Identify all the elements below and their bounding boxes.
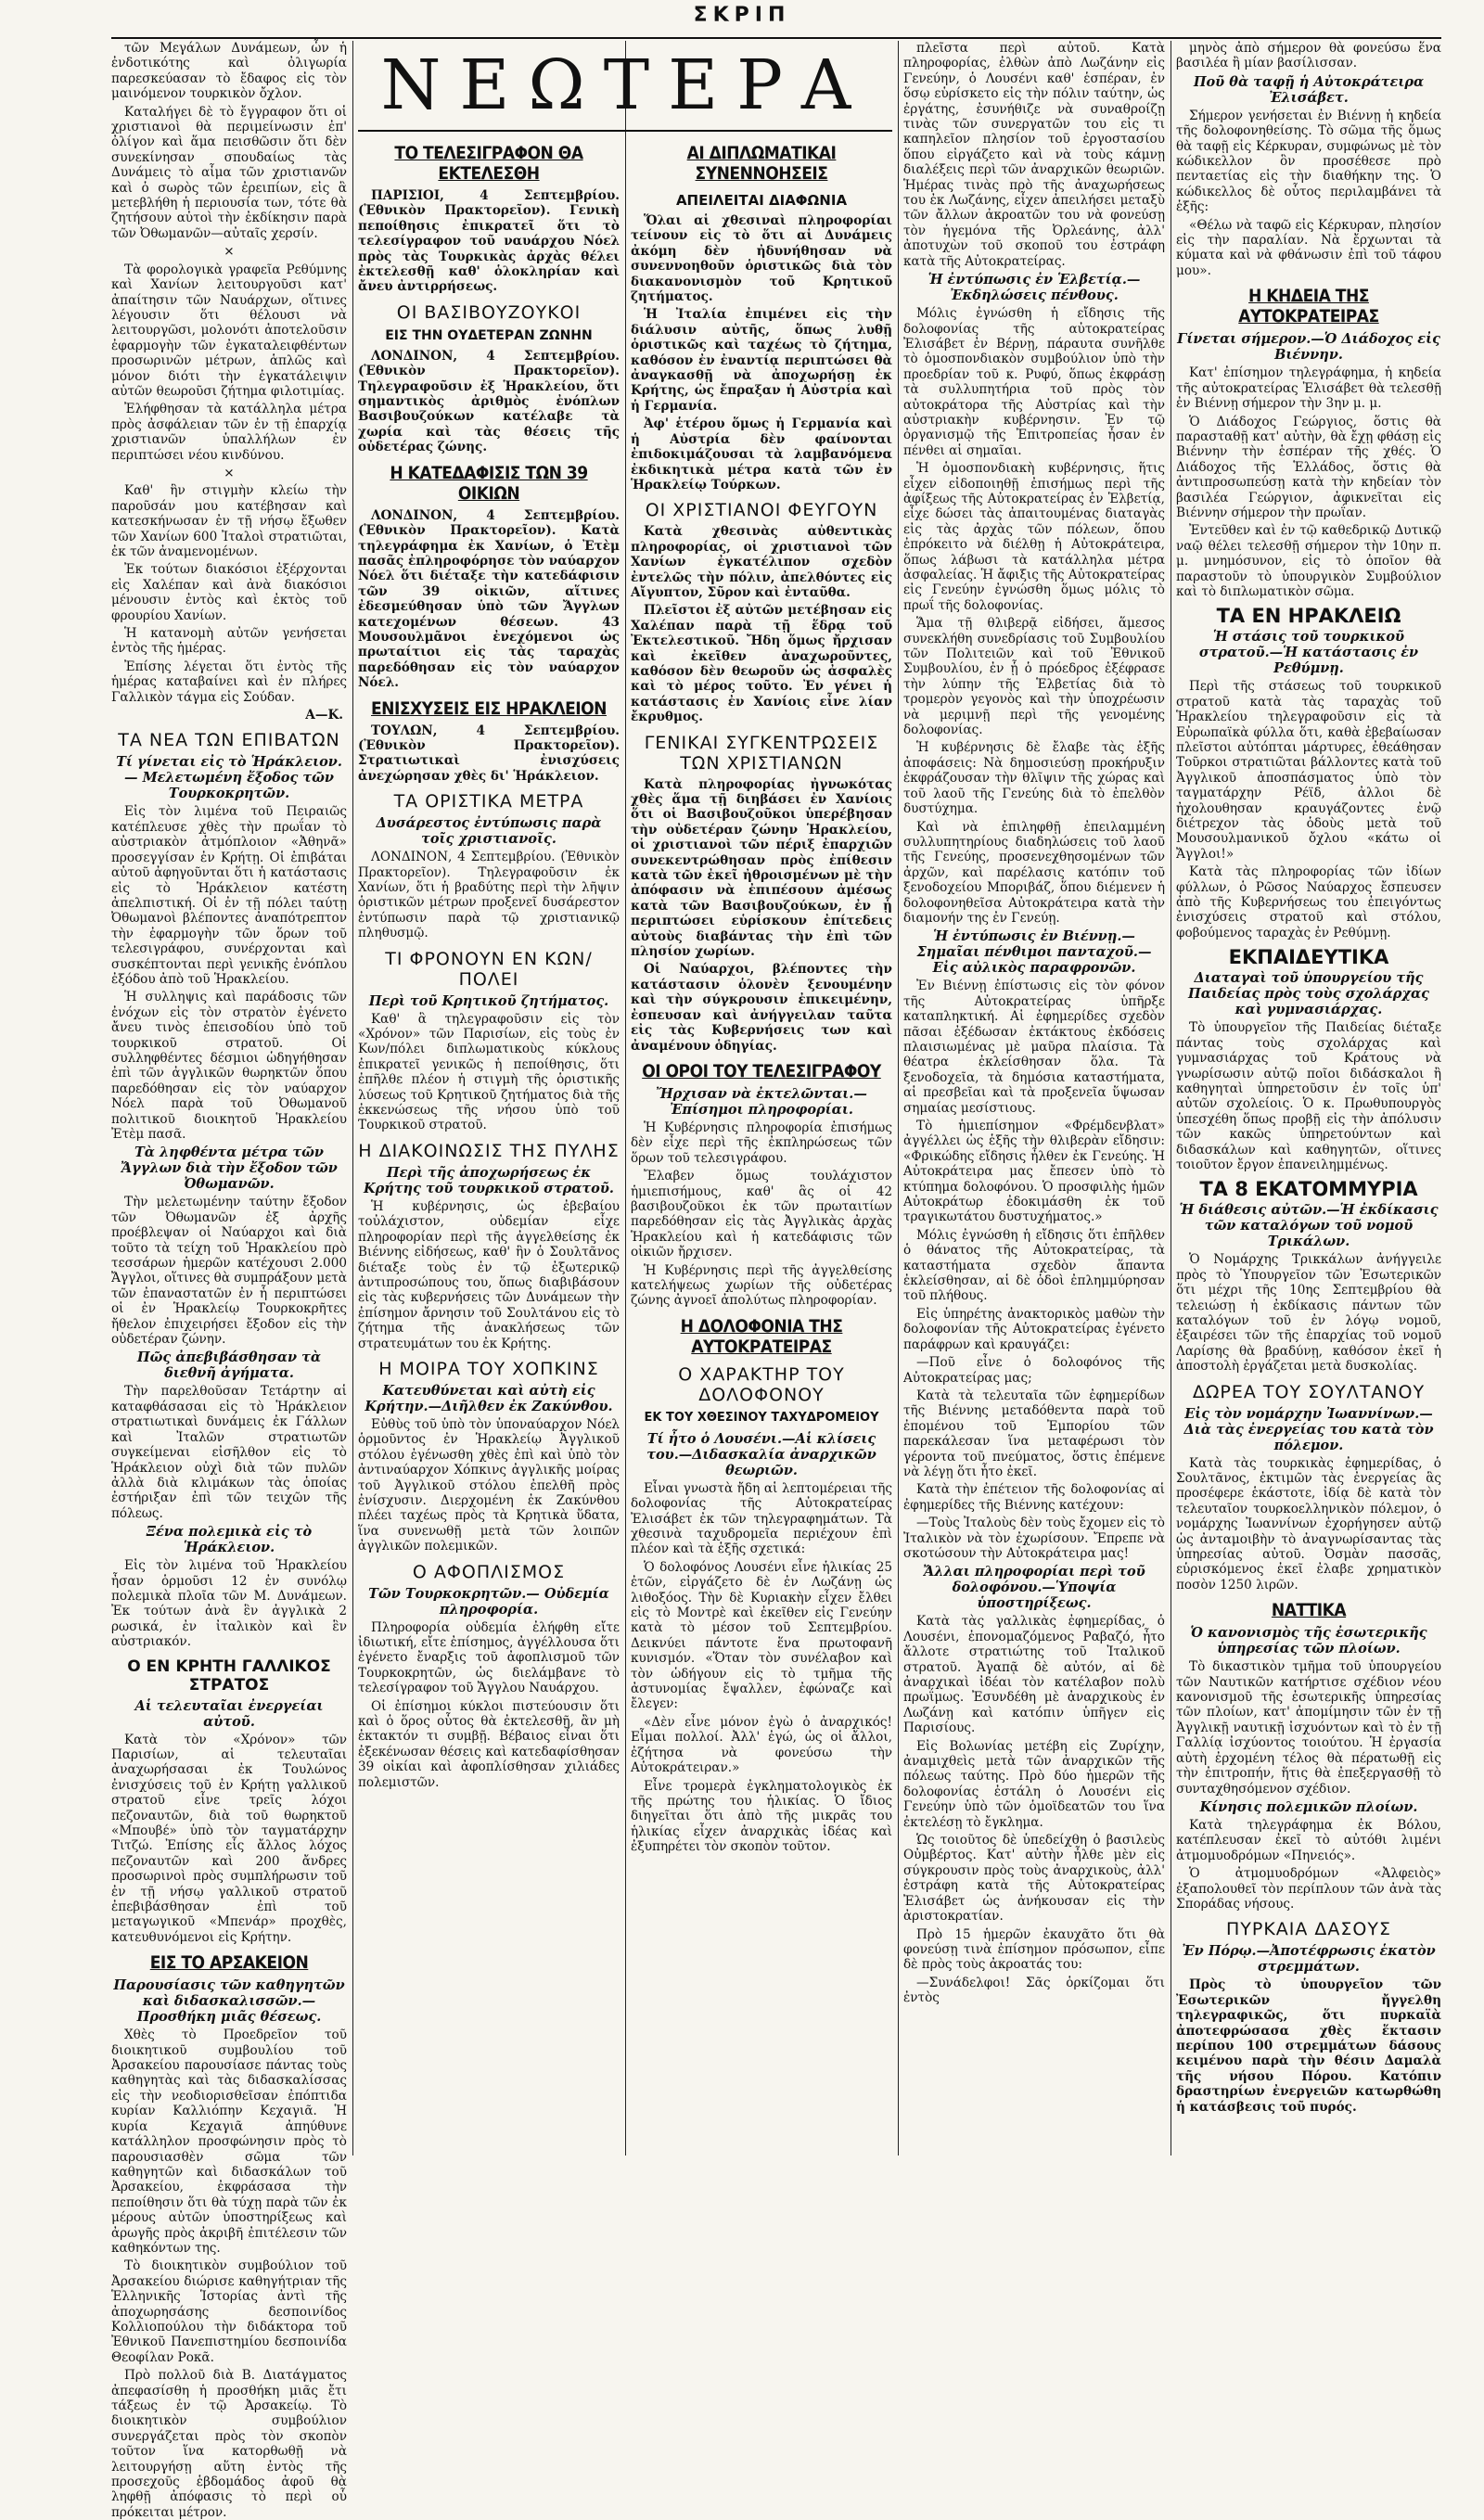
article-paragraph: Καθ' ἃ τηλεγραφοῦσιν εἰς τὸν «Χρόνον» τῶν Παρισίων, εἰς τοὺς ἐν Κων/πόλει διπλωματικοὺς κύκλους ἐπικρατεῖ γενικῶς ἡ πεποίθησις, ὅτι ἐπῆλθε πλέον ἡ στιγμὴ τῆς ὁριστικῆς λύσεως τοῦ Κρητικοῦ ζητήματος διὰ τῆς ἐκκενώσεως τῆς νήσου ὑπὸ τοῦ Τουρκικοῦ στρατοῦ. [358, 1011, 620, 1133]
article-paragraph: Καθ' ἣν στιγμὴν κλείω τὴν παροῦσάν μου κατέβησαν καὶ κατεσκήνωσαν ἐν τῇ νήσῳ ἔξωθεν τῶν Χανίων 600 Ἰταλοὶ στρατιῶται, ἐκ τῶν ἀναμενομένων. [111, 483, 347, 559]
article-paragraph: ΛΟΝΔΙΝΟΝ, 4 Σεπτεμβρίου. (Ἐθνικὸν Πρακτορεῖον). Κατὰ τηλεγράφημα ἐκ Χανίων, ὁ Ἐτὲμ πασᾶς ἐπληροφόρησε τὸν ναύαρχον Νόελ ὅτι διέταξε τὴν κατεδάφισιν τῶν 39 οἰκιῶν, αἵτινες ἐδεσμεύθησαν ὑπὸ τῶν Ἄγγλων κατεχομένων θέσεων. 43 Μουσουλμᾶνοι ἐνεχόμενοι ὡς πρωταίτιοι εἰς τὰς ταραχὰς παρεδόθησαν εἰς τὸν ναύαρχον Νόελ. [358, 507, 620, 691]
article-paragraph: ΛΟΝΔΙΝΟΝ, 4 Σεπτεμβρίου. (Ἐθνικὸν Πρακτορεῖον). Τηλεγραφοῦσιν ἐξ Ἡρακλείου, ὅτι σημαντικὸς ἀριθμὸς ἐνόπλων Βασιβουζούκων κατέλαβε τὰ χωρία καὶ τὰς θέσεις τῆς οὐδετέρας ζώνης. [358, 348, 620, 455]
column-divider [352, 41, 353, 2155]
subheadline: Ξένα πολεμικὰ εἰς τὸ Ἡράκλειον. [146, 1524, 313, 1556]
subheadline: Τῶν Τουρκοκρητῶν.— Οὐδεμία πληροφορία. [368, 1585, 609, 1618]
article-paragraph: —Τοὺς Ἰταλοὺς δὲν τοὺς ἔχομεν εἰς τὸ Ἰταλικὸν νὰ τὸν ἐχωρίσουν. Ἔπρεπε νὰ σκοτώσουν τὴν Αὐτοκράτειρα μας! [903, 1516, 1165, 1561]
subheadline: Διαταγαὶ τοῦ ὑπουργείου τῆς Παιδείας πρὸς τοὺς σχολάρχας καὶ γυμνασιάρχας. [1188, 970, 1429, 1018]
column-2 [358, 135, 620, 2165]
headline: ΤΙ ΦΡΟΝΟΥΝ ΕΝ ΚΩΝ/ΠΟΛΕΙ [385, 948, 593, 990]
article-paragraph: Κατὰ τὰς τουρκικὰς ἐφημερίδας, ὁ Σουλτᾶνος, ἐκτιμῶν τὰς ἐνεργείας ἃς προσέφερε ἑκάστοτε, ἰδίᾳ δὲ κατὰ τὸν τελευταῖον τουρκοελληνικὸν πόλεμον, ὁ νομάρχης Ἰωαννίνων ἐχορήγησεν αὐτῷ ὡς ἀνταμοιβὴν τὸ ἀναγνωρίσαντας τὰς ὑπηρεσίας αὐτοῦ. Ὀσμὰν πασσᾶς, εὑρισκόμενος ἐκεῖ ἐλαβε χρηματικὸν ποσὸν 1250 λιρῶν. [1176, 1455, 1441, 1593]
article-paragraph: Κατὰ τηλεγράφημα ἐκ Βόλου, κατέπλευσαν ἐκεῖ τὸ αὐτόθι λιμένι ἀτμομυοδρόμων «Πηνειός». [1176, 1817, 1441, 1863]
subheadline: Ποῦ θὰ ταφῇ ἡ Αὐτοκράτειρα Ἐλισάβετ. [1193, 73, 1425, 106]
article-paragraph: —Ποῦ εἶνε ὁ δολοφόνος τῆς Αὐτοκρατείρας μας; [903, 1355, 1165, 1386]
article-paragraph: μηνὸς ἀπὸ σήμερον θὰ φονεύσω ἕνα βασιλέα ἢ μίαν βασίλισσαν. [1176, 41, 1441, 71]
subheadline: Γίνεται σήμερον.—Ὁ Διάδοχος εἰς Βιέννην. [1177, 331, 1440, 364]
article-paragraph: Ὁ Νομάρχης Τρικκάλων ἀνήγγειλε πρὸς τὸ Ὑπουργεῖον τῶν Ἐσωτερικῶν ὅτι μέχρι τῆς 10ης Σεπτεμβρίου θὰ τελειώσῃ ἡ ἐκδίκασις πάντων τῶν καταλόγων τοῦ ἐν λόγῳ νομοῦ, ἐξαιρέσει τῶν τῆς ἐπαρχίας τοῦ νομοῦ Λαρίσης θὰ βραδύνῃ, καθόσον ἐκεῖ ἡ ἀποστολὴ ἐργάζεται μετὰ δυσκολίας. [1176, 1252, 1441, 1375]
article-paragraph: Πρὸ 15 ἡμερῶν ἐκαυχᾶτο ὅτι θὰ φονεύσῃ τινὰ ἐπίσημον πρόσωπον, εἶπε δὲ πρὸς τοὺς ἀκροατάς του: [903, 1926, 1165, 1973]
article-paragraph: Ὡς τοιοῦτος δὲ ὑπεδείχθη ὁ βασιλεὺς Οὐμβέρτος. Κατ' αὐτὴν ἦλθε μὲν εἰς σύγκρουσιν πρὸς τοὺς ἀναρχικοὺς, ἀλλ' ἐστράφη κατὰ τῆς Αὐτοκρατείρας Ἐλισάβετ ὡς ἀνήκουσαν εἰς τὴν ἀριστοκρατίαν. [903, 1833, 1165, 1925]
article-paragraph: Πρὸ πολλοῦ διὰ Β. Διατάγματος ἀπεφασίσθη ἡ προσθήκη μιᾶς ἔτι τάξεως ἐν τῷ Ἀρσακείῳ. Τὸ διοικητικὸν συμβούλιον συνεργάζεται πρὸς τὸν σκοπὸν τοῦτον ἵνα κατορθωθῇ νὰ λειτουργήσῃ αὕτη ἐντὸς τῆς προσεχοῦς ἑβδομάδος ἀφοῦ θὰ ληφθῇ ἀπόφασις τὸ περὶ οὗ πρόκειται μέτρον. [111, 2368, 347, 2520]
article-paragraph: Περὶ τῆς στάσεως τοῦ τουρκικοῦ στρατοῦ κατὰ τὰς ταραχὰς τοῦ Ἡρακλείου τηλεγραφοῦσιν εἰς τὰ Εὐρωπαϊκὰ φύλλα ὅτι, καθὰ ἐβεβαίωσαν πλεῖστοι αὐτόπται μάρτυρες, ἐθεάθησαν Τοῦρκοι στρατιῶται βάλλοντες κατὰ τοῦ Ἀγγλικοῦ ἀποσπάσματος ὑπὸ τὸν ταγματάρχην Ρέϊδ, ἀλλοι δὲ ἠχολουθησαν κραυγάζοντες ἐνῷ διέτρεχον τὰς ὁδοὺς μετὰ τοῦ Μουσουλμανικοῦ ὄχλου «κάτω οἱ Ἄγγλοι!» [1176, 679, 1441, 862]
subheadline: Ἤρχισαν νὰ ἐκτελῶνται.—Ἐπίσημοι πληροφορίαι. [656, 1085, 867, 1118]
article-paragraph: Τὴν παρελθοῦσαν Τετάρτην αἱ καταφθάσασαι εἰς τὸ Ἡράκλειον στρατιωτικαὶ δυνάμεις ἐκ Γάλλων καὶ Ἰταλῶν στρατιωτῶν συγκείμεναι εἰσῆλθον εἰς τὸ Ἡράκλειον οὐχὶ διὰ τῶν πυλῶν ἀλλὰ διὰ κλιμάκων τὰς ὁποίας ἐστήριξαν ἐπὶ τῶν τειχῶν τῆς πόλεως. [111, 1384, 347, 1521]
headline: ΟΙ ΟΡΟΙ ΤΟΥ ΤΕΛΕΣΙΓΡΑΦΟΥ [642, 1060, 881, 1081]
article-paragraph: Εὐθὺς τοῦ ὑπὸ τὸν ὑποναύαρχον Νόελ ὁρμοῦντος ἐν Ἡρακλείῳ Ἀγγλικοῦ στόλου ἐγένωσθη χθὲς ἐπὶ καὶ ὑπὸ τὸν ἀντιναύαρχον Χόπκινς ἀγγλικῆς μοίρας τοῦ Ἀγγλικοῦ στόλου ἐπελθῆ πρὸς ἐνίσχυσιν. Διερχομένη ἐκ Ζακύνθου πλέει ταχέως πρὸς τὰ Κρητικὰ ὕδατα, ἵνα συνενωθῇ μετὰ τῶν λοιπῶν ἀγγλικῶν πολεμικῶν. [358, 1416, 620, 1554]
article-paragraph: Καὶ νὰ ἐπιληφθῇ ἐπειλαμμένη συλλυπητηρίους διαδηλώσεις τοῦ λαοῦ τῆς Γενεύης, προσενεχθησομένων τῶν ἀρχῶν, καὶ παρέλασις κατόπιν τοῦ ξενοδοχείου Μποριβάζ, ὅπου διέμενεν ἡ δολοφονηθεῖσα Αὐτοκράτειρα κατὰ τὴν διαμονήν της ἐν Γενεύῃ. [903, 819, 1165, 926]
headline: ΕΝΙΣΧΥΣΕΙΣ ΕΙΣ ΗΡΑΚΛΕΙΟΝ [371, 697, 607, 719]
subheadline: Ἡ ἐντύπωσις ἐν Ἑλβετίᾳ.— Ἐκδηλώσεις πένθους. [928, 272, 1141, 304]
article-paragraph: «Δὲν εἶνε μόνον ἐγὼ ὁ ἀναρχικός! Εἶμαι πολλοί. Ἀλλ' ἐγώ, ὡς οἱ ἄλλοι, ἐζήτησα νὰ φονεύσω τὴν Αὐτοκράτειραν.» [631, 1714, 892, 1776]
article-paragraph: Ἐπίσης λέγεται ὅτι ἐντὸς τῆς ἡμέρας καταβαίνει καὶ ἐν πλήρες Γαλλικὸν τάγμα εἰς Σούδαν. [111, 659, 347, 705]
article-paragraph: Εἰς ὑπηρέτης ἀνακτορικὸς μαθὼν τὴν δολοφονίαν τῆς Αὐτοκρατείρας ἐγένετο παράφρων καὶ κραυγάζει: [903, 1306, 1165, 1352]
article-paragraph: Ἡ Κυβέρνησις περὶ τῆς ἀγγελθείσης κατελήψεως χωρίων τῆς οὐδετέρας ζώνης ἀγνοεῖ ἀπολύτως πληροφορίαν. [631, 1262, 892, 1309]
section-separator: × [224, 465, 235, 480]
headline: ΕΚΠΑΙΔΕΥΤΙΚΑ [1228, 946, 1389, 969]
article-paragraph: Κατὰ τὴν ἐπέτειον τῆς δολοφονίας αἱ ἐφημερίδες τῆς Βιέννης κατέχουν: [903, 1482, 1165, 1513]
headline: Ο ΑΦΟΠΛΙΣΜΟΣ [412, 1561, 566, 1582]
article-paragraph: Τὸ ἡμιεπίσημον «Φρέμδενβλατ» ἀγγέλλει ὡς ἑξῆς τὴν θλιβερὰν εἴδησιν: «Φρικώδης εἴδησις ἦλθεν ἐκ Γενεύης. Ἡ Αὐτοκράτειρα μας ἔπεσεν ὑπὸ τὸ κτύπημα δολοφόνου. Ὁ προσφιλὴς ἡμῶν Αὐτοκράτωρ ἐδοκιμάσθη ἐκ τοῦ τραγικωτάτου δυστυχήματος.» [903, 1119, 1165, 1225]
column-4 [903, 41, 1165, 2165]
article-paragraph: Ὁ ἀτμομυοδρόμων «Ἀλφειὸς» ἐξαπολουθεῖ τὸν περίπλουν τῶν ἀνὰ τὰς Σποράδας νήσους. [1176, 1866, 1441, 1912]
article-paragraph: Κατ' ἐπίσημον τηλεγράφημα, ἡ κηδεία τῆς αὐτοκρατείρας Ἐλισάβετ θὰ τελεσθῇ ἐν Βιέννῃ σήμερον τὴν 3ην μ. μ. [1176, 365, 1441, 412]
headline: Η ΜΟΙΡΑ ΤΟΥ ΧΟΠΚΙΝΣ [378, 1358, 599, 1379]
article-paragraph: Ἐλήφθησαν τὰ κατάλληλα μέτρα πρὸς ἀσφάλειαν τῶν ἐν τῇ ἐπαρχίᾳ χριστιανῶν ὑπαλλήλων ἐν περιπτώσει νέου κινδύνου. [111, 402, 347, 463]
headline: ΤΟ ΤΕΛΕΣΙΓΡΑΦΟΝ ΘΑ ΕΚΤΕΛΕΣΘΗ [394, 143, 583, 184]
article-paragraph: ΛΟΝΔΙΝΟΝ, 4 Σεπτεμβρίου. (Ἐθνικὸν Πρακτορεῖον). Τηλεγραφοῦσιν ἐκ Χανίων, ὅτι ἡ βραδύτης περὶ τὴν λῆψιν ὁριστικῶν μέτρων προξενεῖ δυσάρεστον ἐντύπωσιν παρὰ τῷ χριστιανικῷ πληθυσμῷ. [358, 850, 620, 941]
headline-secondary: ΑΠΕΙΛΕΙΤΑΙ ΔΙΑΦΩΝΙΑ [675, 192, 848, 209]
section-banner: ΝΕΩΤΕΡΑ [380, 45, 870, 125]
headline: Ο ΧΑΡΑΚΤΗΡ ΤΟΥ ΔΟΛΟΦΟΝΟΥ [678, 1363, 845, 1405]
article-paragraph: Χθὲς τὸ Προεδρεῖον τοῦ διοικητικοῦ συμβουλίου τοῦ Ἀρσακείου παρουσίασε πάντας τοὺς καθηγητὰς καὶ τὰς διδασκαλίσσας εἰς τὴν νεοδιορισθεῖσαν ἐπόπτιδα κυρίαν Καλλιόπην Κεχαγιᾶ. Ἡ κυρία Κεχαγιᾶ ἀπηύθυνε κατάλληλον προσφώνησιν πρὸς τὸ παρουσιασθὲν σῶμα τῶν καθηγητῶν καὶ διδασκάλων τοῦ Ἀρσακείου, ἐκφράσασα τὴν πεποίθησιν ὅτι θὰ τύχῃ παρὰ τῶν ἐκ μέρους αὐτῶν ὑποστηρίξεως καὶ ἀρωγῆς πρὸς ἀκριβῆ ἐπιτέλεσιν τῶν καθηκόντων της. [111, 2028, 347, 2256]
headline: Ο ΕΝ ΚΡΗΤΗ ΓΑΛΛΙΚΟΣ ΣΤΡΑΤΟΣ [127, 1657, 331, 1695]
correspondent-signature: Α—Κ. [305, 708, 343, 723]
running-title: ΣΚΡΙΠ [693, 4, 791, 27]
subheadline: Ἡ διάθεσις αὐτῶν.—Ἡ ἐκδίκασις τῶν καταλόγων τοῦ νομοῦ Τρικάλων. [1179, 1202, 1439, 1250]
article-paragraph: Κατὰ τὰς πληροφορίας τῶν ἰδίων φύλλων, ὁ Ρῶσος Ναύαρχος ἔσπευσεν ἀπὸ τῆς Κυβερνήσεως του ἐπειγόντως ἐνισχύσεις στρατοῦ καὶ στόλου, φοβούμενος ταραχὰς ἐν Ρεθύμνῃ. [1176, 864, 1441, 940]
subheadline: Κατευθύνεται καὶ αὐτὴ εἰς Κρήτην.—Διῆλθεν ἐκ Ζακύνθου. [365, 1382, 613, 1414]
subheadline: Περὶ τῆς ἀποχωρήσεως ἐκ Κρήτης τοῦ τουρκικοῦ στρατοῦ. [364, 1164, 614, 1196]
headline-secondary: ΕΙΣ ΤΗΝ ΟΥΔΕΤΕΡΑΝ ΖΩΝΗΝ [385, 327, 593, 343]
article-paragraph: Ὁ δολοφόνος Λουσένι εἶνε ἡλικίας 25 ἐτῶν, εἰργάζετο δὲ ἐν Λωζάνῃ ὡς λιθοξόος. Τὴν δὲ Κυριακὴν εἶχεν ἔλθει εἰς τὸ Μοντρὲ καὶ ἐκεῖθεν εἰς Γενεύην κατὰ τὸ μέσον τοῦ Σεπτεμβρίου. Δεικνύει πάντοτε ἕνα πρωτοφανῆ κυνισμόν. «Ὅταν τὸν συνέλαβον καὶ τὸν ὡδήγουν εἰς τὸ τμῆμα τῆς ἀστυνομίας ἔψαλλεν, ἐφώναζε καὶ ἔλεγεν: [631, 1559, 892, 1712]
subheadline: Αἱ τελευταῖαι ἐνεργείαι αὐτοῦ. [134, 1697, 324, 1730]
headline: Η ΚΑΤΕΔΑΦΙΣΙΣ ΤΩΝ 39 ΟΙΚΙΩΝ [390, 462, 588, 504]
subheadline: Ἐν Πόρῳ.—Ἀποτέφρωσις ἑκατὸν στρεμμάτων. [1182, 1943, 1436, 1976]
headline: ΟΙ ΒΑΣΙΒΟΥΖΟΥΚΟΙ [396, 301, 582, 323]
headline: Η ΔΙΑΚΟΙΝΩΣΙΣ ΤΗΣ ΠΥΛΗΣ [358, 1140, 620, 1161]
subheadline: Περὶ τοῦ Κρητικοῦ ζητήματος. [368, 992, 609, 1009]
banner-rule [358, 130, 892, 132]
article-paragraph: Κατὰ πληροφορίας ἠγνωκότας χθὲς ἅμα τῇ διηβάσει ἐν Χανίοις ὅτι οἱ Βασιβουζοῦκοι ὑπερέβησαν τὴν οὐδετέραν ζώνην Ἡρακλείου, οἱ χριστιανοὶ τῶν πέριξ ἐπαρχιῶν συνεκεντρώθησαν πρὸς ἐπίθεσιν κατὰ τῶν ἐκεῖ ἠθροισμένων μὲ τὴν ἀπόφασιν νὰ ἐπιπέσουν ἀμέσως κατὰ τῶν Βασιβουζούκων, ἐν ᾗ περιπτώσει εὑρίσκουν ἐπίτεδεις αὐτοὺς διαβάντας τὴν ἐπὶ τῶν πλησίον χωρίων. [631, 776, 892, 960]
article-paragraph: τῶν Μεγάλων Δυνάμεων, ὧν ἡ ἐνδοτικότης καὶ ὀλιγωρία παρεσκεύασαν τὸ ἔδαφος εἰς τὸν μαινόμενον τουρκικὸν ὄχλον. [111, 41, 347, 102]
column-5 [1176, 41, 1441, 2165]
headline: ΤΑ ΝΕΑ ΤΩΝ ΕΠΙΒΑΤΩΝ [118, 730, 340, 751]
article-paragraph: —Συνάδελφοι! Σᾶς ὁρκίζομαι ὅτι ἐντὸς [903, 1975, 1165, 2006]
article-paragraph: Τὴν μελετωμένην ταύτην ἔξοδον τῶν Ὀθωμανῶν ἐξ ἀρχῆς προέβλεψαν οἱ Ναύαρχοι καὶ διὰ τοῦτο τὰ τείχη τοῦ Ἡρακλείου πρὸ τεσσάρων ἡμερῶν κατέχουσι 2.000 Ἄγγλοι, οἵτινες θὰ συμπράξουν μετὰ τῶν ἐπαναστατῶν ἐν ἧ περιπτώσει οἱ ἐν Ἡρακλείῳ Τουρκοκρῆτες ἤθελον ἐπιχειρήσει ἔξοδον εἰς τὴν οὐδετέραν ζώνην. [111, 1195, 347, 1348]
article-paragraph: Εἰς Βολωνίας μετέβη εἰς Ζυρίχην, ἀναμιχθεὶς μετὰ τῶν ἀναρχικῶν τῆς πόλεως ταύτης. Πρὸ δύο ἡμερῶν τῆς δολοφονίας ἐστάλη ὁ Λουσένι εἰς Γενεύην ὑπὸ τῶν ὁμοϊδεατῶν του ἵνα ἐκτελέσῃ τὸ ἔγκλημα. [903, 1738, 1165, 1830]
article-paragraph: Τὸ δικαστικὸν τμῆμα τοῦ ὑπουργείου τῶν Ναυτικῶν κατήρτισε σχέδιον νέου κανονισμοῦ τῆς ἐσωτερικῆς ὑπηρεσίας τῶν πλοίων, κατ' ἀπομίμησιν τῶν ἐν τῇ Ἀγγλικῇ ναυτικῇ ἰσχυόντων καὶ τὸ ἐν τῇ Γαλλίᾳ ἰσχύοντος τοιούτου. Ἡ ἐργασία αὐτὴ ἐρχομένη τέλος θὰ πέρατωθῇ εἰς τὴν ἐπιτροπήν, ἥτις θὰ ἐπεξεργασθῇ τὸ συνταχθησόμενον σχέδιον. [1176, 1659, 1441, 1797]
article-paragraph: Ἡ ὁμοσπονδιακὴ κυβέρνησις, ἥτις εἶχεν εἰδοποιηθῇ ἐπισήμως περὶ τῆς ἀφίξεως τῆς Αὐτοκρατείρας ἐν Ἑλβετίᾳ, εἶχε δώσει τὰς ἀπαιτουμένας διαταγὰς εἰς τὰς ἀρχὰς τῶν πόλεων, ὅπου ἐπρόκειτο νὰ διέλθῃ ἡ Αὐτοκράτειρα, ὅπως λάβωσι τὰ κατάλληλα μέτρα ἀσφαλείας. Ἡ ἄφιξις τῆς Αὐτοκρατείρας εἰς Γενεύην ἐγνώσθη ὅμως μόλις τὸ πρωΐ τῆς δολοφονίας. [903, 461, 1165, 613]
article-paragraph: Σήμερον γενήσεται ἐν Βιέννῃ ἡ κηδεία τῆς δολοφονηθείσης. Τὸ σῶμα τῆς ὅμως θὰ ταφῇ εἰς Κέρκυραν, συμφώνως μὲ τὸν κώδικελλον ὃν προσέθεσε πρὸ πενταετίας εἰς τὴν διαθήκην της. Ὁ κώδικελλος δὲ οὗτος περιλαμβάνει τὰ ἑξῆς: [1176, 108, 1441, 215]
article-paragraph: Πληροφορία οὐδεμία ἐλήφθη εἴτε ἰδιωτική, εἴτε ἐπίσημος, ἀγγέλλουσα ὅτι ἐγένετο ἔναρξις τοῦ ἀφοπλισμοῦ τῶν Τουρκοκρητῶν, ὡς διελάμβανε τὸ τελεσίγραφον τοῦ Ἄγγλου Ναυάρχου. [358, 1619, 620, 1696]
article-paragraph: Ἐντεῦθεν καὶ ἐν τῷ καθεδρικῷ Δυτικῷ ναῷ θέλει τελεσθῇ σήμερον τὴν 10ην π. μ. μνημόσυνον, εἰς τὸ ὁποῖον θὰ παραστοῦν τὸ ὑπουργικὸν Συμβούλιον καὶ τὸ διπλωματικὸν σῶμα. [1176, 523, 1441, 599]
column-divider [625, 41, 626, 2155]
subheadline: Τί ἦτο ὁ Λουσένι.—Αἱ κλίσεις του.—Διδασκαλία ἀναρχικῶν θεωριῶν. [646, 1430, 876, 1478]
headline-secondary: ΕΚ ΤΟΥ ΧΘΕΣΙΝΟΥ ΤΑΧΥΔΡΟΜΕΙΟΥ [644, 1410, 879, 1425]
article-paragraph: Καταλήγει δὲ τὸ ἔγγραφον ὅτι οἱ χριστιανοὶ θὰ περιμείνωσιν ἐπ' ὀλίγον καὶ ἅμα πεισθῶσιν ὅτι δὲν συνεκίνησαν σπουδαίως τὰς Δυνάμεις τὸ αἷμα τῶν χριστιανῶν καὶ ὁ σωρὸς τῶν ἐρειπίων, εἰς ἃ μετεβλήθη ἡ περιουσία των, τότε θὰ ζητήσουν αὐτοὶ τὴν ἐκδίκησιν παρὰ τῶν Ὀθωμανῶν—αὐταῖς χερσίν. [111, 104, 347, 241]
subheadline: Εἰς τὸν νομάρχην Ἰωαννίνων.—Διὰ τὰς ἐνεργείας του κατὰ τὸν πόλεμον. [1183, 1405, 1434, 1453]
article-paragraph: Ἀφ' ἑτέρου ὅμως ἡ Γερμανία καὶ ἡ Αὐστρία δὲν φαίνονται ἐπιδοκιμάζουσαι τὰ λαμβανόμενα ἐκδικητικὰ μέτρα κατὰ τῶν ἐν Ἡρακλείῳ Τούρκων. [631, 416, 892, 492]
article-paragraph: Τὸ ὑπουργεῖον τῆς Παιδείας διέταξε πάντας τοὺς σχολάρχας καὶ γυμνασιάρχας τοῦ Κράτους νὰ γνωρίσωσιν αὐτῷ ποῖοι διδάσκαλοι ἢ καθηγηταὶ ὑπηρετοῦσιν ἐν τοῖς ὑπ' αὐτῶν σχολείοις. Ὁ κ. Πρωθυπουργὸς ὑπεσχέθη ὅπως προβῇ εἰς τὴν ἀπόλυσιν τῶν κακῶς ὑπηρετούντων καὶ διδασκάλων καὶ καθηγητῶν, οἵτινες τοιοῦτον ἔργον ἐπανειλημμένως. [1176, 1020, 1441, 1172]
column-3 [631, 135, 892, 2165]
headline: Η ΔΟΛΟΦΟΝΙΑ ΤΗΣ ΑΥΤΟΚΡΑΤΕΙΡΑΣ [680, 1315, 843, 1357]
article-paragraph: Ἡ κατανομὴ αὐτῶν γενήσεται ἐντὸς τῆς ἡμέρας. [111, 626, 347, 657]
article-paragraph: Ἡ συλληψις καὶ παράδοσις τῶν ἐνόχων εἰς τὸν στρατὸν ἐγένετο ἄνευ τινὸς ἐπεισοδίου ὑπὸ τοῦ τουρκικοῦ στρατοῦ. Οἱ συλληφθέντες δέσμιοι ὡδηγήθησαν ἐπὶ τῶν ἀγγλικῶν θωρηκτῶν ὅπου παρεδόθησαν εἰς τὸν ναύαρχον Νόελ παρὰ τοῦ Ὀθωμανοῦ πολιτικοῦ διοικητοῦ Ἡρακλείου Ἐτὲμ πασᾶ. [111, 990, 347, 1142]
subheadline: Τί γίνεται εἰς τὸ Ἡράκλειον.— Μελετωμένη ἔξοδος τῶν Τουρκοκρητῶν. [116, 754, 342, 802]
article-paragraph: Μόλις ἐγνώσθη ἡ εἴδησις τῆς δολοφονίας τῆς αὐτοκρατείρας Ἐλισάβετ ἐν Βέρνῃ, πάραυτα συνῆλθε τὸ ὁμοσπονδιακὸν συμβούλιον ὑπὸ τὴν προεδρίαν τοῦ κ. Ρυφύ, ὅπως ἐκφράσῃ τὰ συλλυπητήρια τοῦ πρὸς τὸν αὐτοκράτορα τῆς Αὐστρίας καὶ τὴν αὐστριακὴν κυβέρνησιν. Ἐν τῷ ὀργανισμῷ τῆς Ἐπιτροπείας ἦσαν ἐν πένθει αἱ σημαῖαι. [903, 306, 1165, 458]
article-paragraph: Εἶνε τρομερὰ ἐγκληματολογικὸς ἐκ τῆς πρώτης του ἡλικίας. Ὁ ἴδιος διηγεῖται ὅτι ἀπὸ τῆς μικρᾶς του ἡλικίας εἶχεν ἀναρχικὰς ἰδέας καὶ ἐξυπηρέτει τὸν σκοπὸν τοῦτον. [631, 1778, 892, 1855]
article-paragraph: Ἅμα τῇ θλιβερᾷ εἰδήσει, ἅμεσος συνεκλήθη συνεδρίασις τοῦ Συμβουλίου τῶν Πολιτειῶν καὶ τοῦ Ἐθνικοῦ Συμβουλίου, ἐν ᾗ ὁ πρόεδρος ἐξέφρασε τὴν λύπην τῆς Ἑλβετίας διὰ τὸ τρομερὸν γεγονὸς καὶ τὴν ὑποχρέωσιν νὰ μεριμνῇ περὶ τῆς γενομένης δολοφονίας. [903, 616, 1165, 738]
header-rule [111, 37, 1441, 39]
article-paragraph: «Θέλω νὰ ταφῶ εἰς Κέρκυραν, πλησίον εἰς τὴν παραλίαν. Νὰ ἔρχωνται τὰ κύματα καὶ νὰ φθάνωσιν ἐπὶ τοῦ τάφου μου». [1176, 217, 1441, 278]
headline: ΤΑ ΕΝ ΗΡΑΚΛΕΙΩ [1216, 605, 1401, 628]
article-paragraph: Ἔλαβεν ὅμως τουλάχιστον ἡμιεπισήμους, καθ' ἃς οἱ 42 βασιβουζοῦκοι ἐκ τῶν πρωταιτίων παρεδόθησαν εἰς τὰς Ἀγγλικὰς ἀρχὰς Ἡρακλείου καὶ ἡ κατεδάφισις τῶν οἰκιῶν ἤρχισεν. [631, 1169, 892, 1260]
article-paragraph: ΤΟΥΛΩΝ, 4 Σεπτεμβρίου. (Ἐθνικὸν Πρακτορεῖον). Στρατιωτικαὶ ἐνισχύσεις ἀνεχώρησαν χθὲς δι' Ἡράκλειον. [358, 723, 620, 784]
subheadline: Τὰ ληφθέντα μέτρα τῶν Ἄγγλων διὰ τὴν ἔξοδον τῶν Ὀθωμανῶν. [121, 1145, 338, 1193]
headline: ΟΙ ΧΡΙΣΤΙΑΝΟΙ ΦΕΥΓΟΥΝ [645, 500, 878, 521]
article-paragraph: Οἱ ἐπίσημοι κύκλοι πιστεύουσιν ὅτι καὶ ὁ ὅρος οὗτος θὰ ἐκτελεσθῇ, ἂν μὴ ἐκτακτόν τι συμβῇ. Βέβαιος εἶναι ὅτι ἐξεκένωσαν θέσεις καὶ κατεδαφίσθησαν 39 οἰκίαι καὶ ἀφοπλίσθησαν χιλιάδες πολεμιστῶν. [358, 1698, 620, 1790]
subheadline: Κίνησις πολεμικῶν πλοίων. [1199, 1798, 1418, 1815]
article-paragraph: Κατὰ χθεσινὰς αὐθεντικὰς πληροφορίας, οἱ χριστιανοὶ τῶν Χανίων ἐγκατέλιπον σχεδὸν ἐντελῶς τὴν πόλιν, ἀπελθόντες εἰς Αἴγυπτον, Σῦρον καὶ ἐνταῦθα. [631, 524, 892, 600]
article-paragraph: Ὁ Διάδοχος Γεώργιος, ὅστις θὰ παρασταθῇ κατ' αὐτὴν, θὰ ἔχῃ φθάσῃ εἰς Βιέννην τὴν ἑσπέραν τῆς χθές. Ὁ Διάδοχος τῆς Ἑλλάδος, ὅστις θὰ ἀντιπροσωπεύσῃ κατὰ τὴν κηδείαν τὸν βασιλέα Γεώργιον, ἀφικνεῖται εἰς Βιέννην σήμερον τὴν πρωΐαν. [1176, 414, 1441, 520]
article-paragraph: πλεῖστα περὶ αὐτοῦ. Κατὰ πληροφορίας, ἐλθὼν ἀπὸ Λωζάνην εἰς Γενεύην, ὁ Λουσένι καθ' ἑσπέραν, ἐν ὅσῳ εὑρίσκετο εἰς τὴν πόλιν ταύτην, ὡς ἐργάτης, ἐσυνήθιζε νὰ συναθροίζῃ τινὰς τῶν συνεργατῶν του εἰς τι καπηλεῖον πλησίον τοῦ ἐργοστασίου ὅπου εἰργάζετο καὶ νὰ τοὺς κάμνῃ διαλέξεις περὶ τῶν ἀναρχικῶν θεωριῶν. Ἡμέρας τινὰς πρὸ τῆς ἀναχωρήσεως του ἐκ Λωζάνης, εἶχεν ἀπειλήσει μεταξὺ τῶν ἄλλων ἀκροατῶν του νὰ φονεύσῃ τὸν ἡγεμόνα τῆς Ὀρλεάνης, ἀλλ' ἀποτυχὼν τοῦ σκοποῦ του ἐστράφη κατὰ τῆς Αὐτοκρατείρας. [903, 41, 1165, 269]
subheadline: Ἡ ἐντύπωσις ἐν Βιέννῃ.— Σημαῖαι πένθιμοι πανταχοῦ.— Εἰς αὐλικὸς παραφρονῶν. [916, 928, 1152, 977]
article-paragraph: Οἱ Ναύαρχοι, βλέποντες τὴν κατάστασιν ὁλονὲν ξενουμένην καὶ τὴν σύγκρουσιν ἐπικειμένην, ἐσπευσαν καὶ ἀνήγγειλαν ταῦτα εἰς τὰς Κυβερνήσεις των καὶ ἀναμένουν ὁδηγίας. [631, 962, 892, 1054]
headline: ΓΕΝΙΚΑΙ ΣΥΓΚΕΝΤΡΩΣΕΙΣ ΤΩΝ ΧΡΙΣΤΙΑΝΩΝ [644, 732, 879, 774]
subheadline: Δυσάρεστος ἐντύπωσις παρὰ τοῖς χριστιανοῖς. [376, 815, 602, 848]
headline: ΝΑΤΤΙΚΑ [1271, 1600, 1347, 1621]
section-separator: × [224, 244, 235, 260]
subheadline: Παρουσίασις τῶν καθηγητῶν καὶ διδασκαλισσῶν.— Προσθήκη μιᾶς θέσεως. [113, 1977, 345, 2026]
subheadline: Πῶς ἀπεβιβάσθησαν τὰ διεθνῆ ἀγήματα. [136, 1350, 322, 1382]
article-paragraph: Εἰς τὸν λιμένα τοῦ Πειραιῶς κατέπλευσε χθὲς τὴν πρωΐαν τὸ αὐστριακὸν ἀτμόπλοιον «Ἀθηνᾶ» προσεγγίσαν ἐν Κρήτῃ. Οἱ ἐπιβάται αὐτοῦ ἀφηγοῦνται ὅτι ἡ κατάστασις εἰς τὸ Ἡράκλειον κατέστη ἀπελπιστική. Οἱ ἐν τῇ πόλει ταύτῃ Ὀθωμανοὶ βλέποντες ἀναπότρεπτον τὴν ἐφαρμογὴν τῶν ὅρων τοῦ τελεσιγράφου, συνέρχονται καὶ συσκέπτονται περὶ γενικῆς ἐνόπλου ἐξόδου ἀπὸ τοῦ Ἡρακλείου. [111, 804, 347, 987]
article-paragraph: ΠΑΡΙΣΙΟΙ, 4 Σεπτεμβρίου. (Ἐθνικὸν Πρακτορεῖον). Γενικὴ πεποίθησις ἐπικρατεῖ ὅτι τὸ τελεσίγραφον τοῦ ναυάρχου Νόελ πρὸς τὰς Τουρκικὰς ἀρχὰς θέλει ἐκτελεσθῇ καθ' ὁλοκληρίαν καὶ ἄνευ ἀντιρρήσεως. [358, 188, 620, 295]
headline: Η ΚΗΔΕΙΑ ΤΗΣ ΑΥΤΟΚΡΑΤΕΙΡΑΣ [1238, 286, 1379, 327]
article-paragraph: Ἡ Κυβέρνησις πληροφορία ἐπισήμως δὲν εἶχε περὶ τῆς ἐκπληρώσεως τῶν ὅρων τοῦ τελεσιγράφου. [631, 1119, 892, 1166]
headline: ΤΑ 8 ΕΚΑΤΟΜΜΥΡΙΑ [1199, 1178, 1418, 1201]
article-paragraph: Ὅλαι αἱ χθεσιναὶ πληροφορίαι τείνουν εἰς τὸ ὅτι αἱ Δυνάμεις ἀκόμη δὲν ἠδυνήθησαν νὰ συνεννοηθοῦν ὁριστικῶς διὰ τὸν διακανονισμὸν τοῦ Κρητικοῦ ζητήματος. [631, 213, 892, 305]
headline: ΤΑ ΟΡΙΣΤΙΚΑ ΜΕΤΡΑ [393, 791, 584, 812]
article-paragraph: Ἡ κυβέρνησις δὲ ἔλαβε τὰς ἑξῆς ἀποφάσεις: Νὰ δημοσιεύσῃ προκήρυξιν ἐκφράζουσαν τὴν θλῖψιν τῆς χώρας καὶ τοῦ λαοῦ τῆς Γενεύης διὰ τὸ ἐπελθὸν δυστύχημα. [903, 740, 1165, 817]
article-paragraph: Πλεῖστοι ἐξ αὐτῶν μετέβησαν εἰς Χαλέπαν παρὰ τῇ ἕδρᾳ τοῦ Ἐκτελεστικοῦ. Ἤδη ὅμως ἤρχισαν καὶ ἐκεῖθεν ἀναχωροῦντες, καθόσον δὲν θεωροῦν ὡς ἀσφαλὲς καὶ τὸ μέρος τοῦτο. Ἐν γένει ἡ κατάστασις ἐν Χανίοις εἶνε λίαν ἔκρυθμος. [631, 603, 892, 725]
headline: ΕΙΣ ΤΟ ΑΡΣΑΚΕΙΟΝ [149, 1952, 309, 1974]
article-paragraph: Ἡ κυβέρνησις, ὡς ἐβεβαίου τοὐλάχιστον, οὐδεμίαν εἶχε πληροφορίαν περὶ τῆς ἀγγελθείσης ἐκ Βιέννης εἰδήσεως, καθ' ἣν ὁ Σουλτᾶνος διέταξε τοὺς ἐν τῷ ἐξωτερικῷ ἀντιπροσώπους του, ὅπως διαβιβάσουν εἰς τὰς κυβερνήσεις τῶν Δυνάμεων τὴν ἐπίσημον ἄρνησιν τοῦ Σουλτάνου εἰς τὸ ζήτημα τῆς ἀνακλήσεως τῶν στρατευμάτων του ἐκ Κρήτης. [358, 1198, 620, 1351]
running-header [0, 4, 1484, 35]
article-paragraph: Πρὸς τὸ ὑπουργεῖον τῶν Ἐσωτερικῶν ἤγγελθη τηλεγραφικῶς, ὅτι πυρκαϊὰ ἀποτεφρώσασα χθὲς ἕκτασιν περίπου 100 στρεμμάτων δάσους κειμένου παρὰ τὴν θέσιν Δαμαλὰ τῆς νήσου Πόρου. Κατόπιν δραστηρίων ἐνεργειῶν κατωρθώθη ἡ κατάσβεσις τοῦ πυρός. [1176, 1977, 1441, 2115]
article-paragraph: Μόλις ἐγνώσθη ἡ εἴδησις ὅτι ἐπῆλθεν ὁ θάνατος τῆς Αὐτοκρατείρας, τὰ καταστήματα σχεδὸν ἅπαντα ἐκλείσθησαν, αἱ δὲ ὁδοὶ ἐπλημμύρησαν τοῦ πλήθους. [903, 1227, 1165, 1304]
article-paragraph: Τὰ φορολογικὰ γραφεῖα Ρεθύμνης καὶ Χανίων λειτουργοῦσι κατ' ἀπαίτησιν τῶν Ναυάρχων, οἵτινες λέγουσιν ὅτι θέλουσι νὰ λειτουργῶσι, μολονότι ἀποτελοῦσιν ἐφαρμογὴν τῶν ἐγκαταλειφθέντων προσωρινῶν μέτρων, ἁπλῶς καὶ μόνον διότι τὴν ἐγκατάλειψιν αὐτῶν θεωροῦσι ζήτημα φιλοτιμίας. [111, 262, 347, 399]
column-1 [111, 41, 347, 2520]
headline: ΑΙ ΔΙΠΛΩΜΑΤΙΚΑΙ ΣΥΝΕΝΝΟΗΣΕΙΣ [686, 143, 837, 184]
article-paragraph: Εἶναι γνωστὰ ἤδη αἱ λεπτομέρειαι τῆς δολοφονίας τῆς Αὐτοκρατείρας Ἐλισάβετ ἐκ τῶν τηλεγραφημάτων. Τὰ χθεσινὰ ταχυδρομεῖα περιέχουν ἐπὶ πλέον καὶ τὰ ἑξῆς σχετικά: [631, 1480, 892, 1557]
column-divider [898, 41, 899, 2155]
headline: ΠΥΡΚΑΙΑ ΔΑΣΟΥΣ [1225, 1919, 1391, 1940]
subheadline: Ἡ στάσις τοῦ τουρκικοῦ στρατοῦ.—Ἡ κατάστασις ἐν Ρεθύμνῃ. [1198, 629, 1419, 677]
headline: ΔΩΡΕΑ ΤΟΥ ΣΟΥΛΤΑΝΟΥ [1192, 1381, 1426, 1402]
article-paragraph: Κατὰ τὰ τελευταῖα τῶν ἐφημερίδων τῆς Βιέννης μεταδόθεντα παρὰ τοῦ ἐπομένου τοῦ Ἐμπορίου τῶν παρεκάλεσαν ἵνα μεταφέρωσι τὸν γέροντα τοῦ πνεύματος, ὅστις ἐπέμενε νὰ λέγῃ ὅτι ἦτο ἐκεῖ. [903, 1388, 1165, 1479]
subheadline: Ὁ κανονισμὸς τῆς ἐσωτερικῆς ὑπηρεσίας τῶν πλοίων. [1190, 1625, 1427, 1657]
article-paragraph: Τὸ διοικητικὸν συμβούλιον τοῦ Ἀρσακείου διώρισε καθηγήτριαν τῆς Ἑλληνικῆς Ἱστορίας ἀντὶ τῆς ἀποχωρησάσης δεσποινίδος Κολλιοπούλου τὴν διδάκτορα τοῦ Ἐθνικοῦ Πανεπιστημίου δεσποινίδα Θεοφίλαν Ροκᾶ. [111, 2258, 347, 2365]
article-paragraph: Ἐν Βιέννῃ ἐπίστωσις εἰς τὸν φόνον τῆς Αὐτοκρατείρας ὑπῆρξε καταπληκτική. Αἱ ἐφημερίδες σχεδὸν πᾶσαι ἐξέδωσαν ἐκτάκτους ἐκδόσεις πλαισιωμένας μὲ μαῦρα πλαίσια. Τὰ θέατρα ἐκλείσθησαν ὅλα. Τὰ ξενοδοχεῖα, τὰ δημόσια καταστήματα, αἱ πρεσβεῖαι καὶ τὰ προξενεῖα ὕψωσαν σημαίας μεσίστιους. [903, 979, 1165, 1116]
article-paragraph: Ἐκ τούτων διακόσιοι ἐξέρχονται εἰς Χαλέπαν καὶ ἀνὰ διακόσιοι μένουσιν ἐντὸς καὶ ἐκτὸς τοῦ φρουρίου Χανίων. [111, 562, 347, 623]
article-paragraph: Ἡ Ἰταλία ἐπιμένει εἰς τὴν διάλυσιν αὐτῆς, ὅπως λυθῇ ὁριστικῶς καὶ ταχέως τὸ ζήτημα, καθόσον ἐν ἐναντίᾳ περιπτώσει θὰ ἀναγκασθῇ νὰ ἀποχωρήσῃ ἐκ Κρήτης, ὡς ἔπραξαν ἡ Αὐστρία καὶ ἡ Γερμανία. [631, 307, 892, 414]
article-paragraph: Κατὰ τὸν «Χρόνον» τῶν Παρισίων, αἱ τελευταῖαι ἀναχωρήσασαι ἐκ Τουλώνος ἐνισχύσεις τοῦ ἐν Κρήτῃ γαλλικοῦ στρατοῦ εἶνε τρεῖς λόχοι πεζοναυτῶν, διὰ τοῦ θωρηκτοῦ «Μπουβέ» ὑπὸ τὸν ταγματάρχην Τιτζώ. Ἐπίσης εἷς ἄλλος λόχος πεζοναυτῶν καὶ 200 ἄνδρες προσωρινοὶ πρὸς συμπλήρωσιν τοῦ ἐν τῇ νήσῳ γαλλικοῦ στρατοῦ ἐπεβιβάσθησαν ἐπὶ τοῦ μεταγωγικοῦ «Μπενάρ» προχθὲς, κατευθυνόμενοι εἰς Κρήτην. [111, 1732, 347, 1945]
article-paragraph: Εἰς τὸν λιμένα τοῦ Ἡρακλείου ἦσαν ὁρμοῦσι 12 ἐν συνόλῳ πολεμικὰ πλοῖα τῶν Μ. Δυνάμεων. Ἐκ τούτων ἀνὰ ἓν ἀγγλικὰ 2 ρωσικά, ἐν ἰταλικὸν καὶ ἓν αὐστριακόν. [111, 1558, 347, 1650]
subheadline: Ἄλλαι πληροφορίαι περὶ τοῦ δολοφόνου.—Ὑποψία ὑποστηρίξεως. [923, 1564, 1145, 1612]
article-paragraph: Κατὰ τὰς γαλλικὰς ἐφημερίδας, ὁ Λουσένι, ἐπονομαζόμενος Ραβαζό, ἦτο ἄλλοτε στρατιώτης τοῦ Ἰταλικοῦ στρατοῦ. Ἀγαπᾷ δὲ αὐτόν, αἱ δὲ ἀναρχικαὶ ἰδέαι τὸν κατέλαβον πολὺ πρωΐμως. Ἐσυνδέθη μὲ ἀναρχικοὺς ἐν Λωζάνῃ καὶ κατόπιν ὑπῆγεν εἰς Παρισίους. [903, 1614, 1165, 1736]
